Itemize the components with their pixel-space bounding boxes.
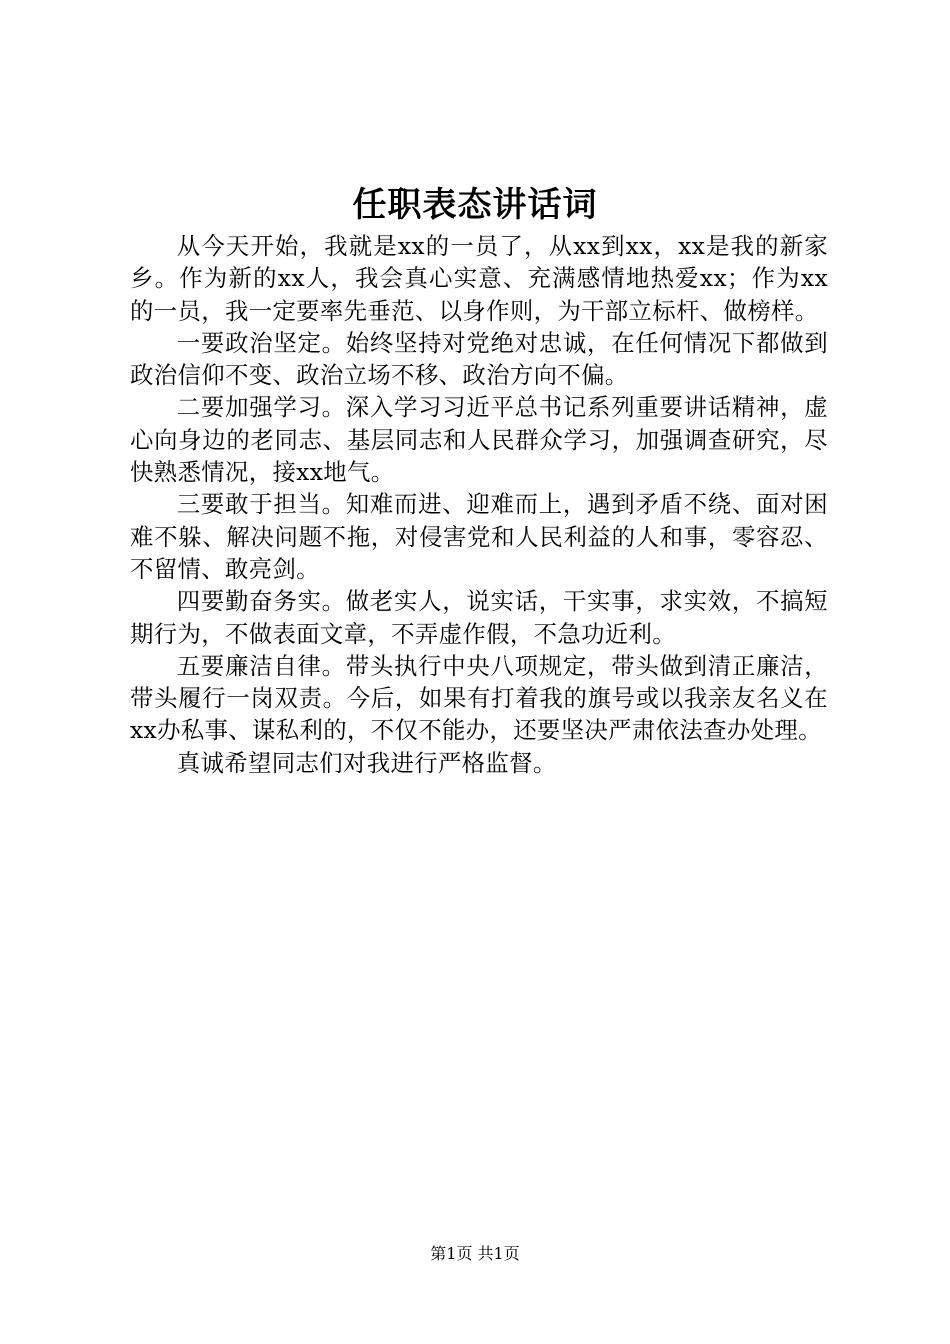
paragraph-point-4: 四要勤奋务实。做老实人，说实话，干实事，求实效，不搞短期行为，不做表面文章，不弄虚作假，不急功近利。 (130, 587, 828, 648)
page-footer: 第1页 共1页 (430, 1244, 520, 1263)
paragraph-closing: 真诚希望同志们对我进行严格监督。 (176, 748, 557, 777)
paragraph-point-3: 三要敢于担当。知难而进、迎难而上，遇到矛盾不绕、面对困难不躲、解决问题不拖，对侵害党和人民利益的人和事，零容忍、不留情、敢亮剑。 (130, 490, 828, 583)
paragraph-point-5: 五要廉洁自律。带头执行中央八项规定，带头做到清正廉洁，带头履行一岗双责。今后，如果有打着我的旗号或以我亲友名义在xx办私事、谋私利的，不仅不能办，还要坚决严肃依法查办处理。 (130, 651, 828, 745)
paragraph-point-1: 一要政治坚定。始终坚持对党绝对忠诚，在任何情况下都做到政治信仰不变、政治立场不移、政治方向不偏。 (130, 328, 828, 390)
document-body (130, 230, 828, 779)
paragraph-intro: 从今天开始，我就是xx的一员了，从xx到xx，xx是我的新家乡。作为新的xx人，我会真心实意、充满感情地热爱xx；作为xx的一员，我一定要率先垂范、以身作则，为干部立标杆、做榜样。 (130, 232, 828, 325)
paragraph-point-2: 二要加强学习。深入学习习近平总书记系列重要讲话精神，虚心向身边的老同志、基层同志和人民群众学习，加强调查研究，尽快熟悉情况，接xx地气。 (130, 393, 828, 487)
document-title: 任职表态讲话词 (352, 185, 598, 225)
